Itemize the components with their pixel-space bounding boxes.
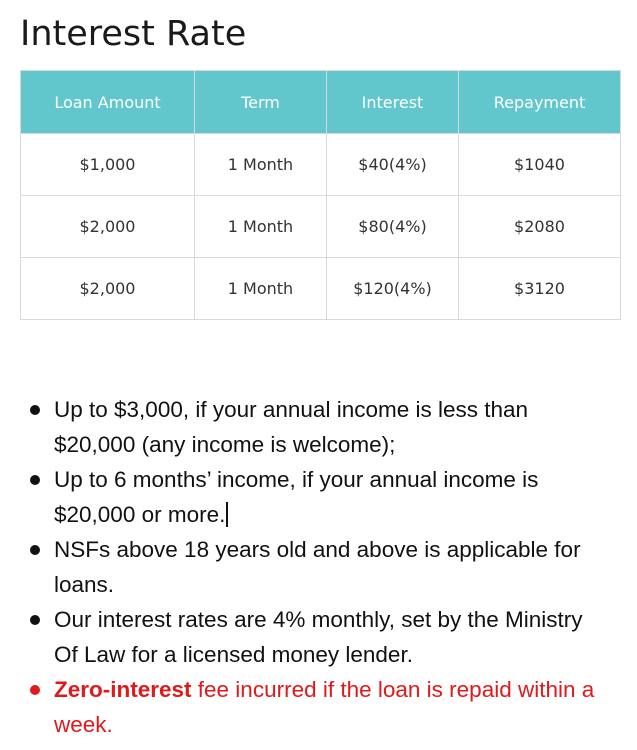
table-row	[21, 134, 621, 196]
cell-term: 1 Month	[195, 134, 327, 196]
cell-interest: $40(4%)	[327, 134, 459, 196]
cell-interest: $80(4%)	[327, 196, 459, 258]
cell-loan-amount: $2,000	[21, 258, 195, 320]
cell-repayment: $3120	[459, 258, 621, 320]
list-item-text: Our interest rates are 4% monthly, set by the Ministry Of Law for a licensed money lender.	[54, 607, 583, 667]
interest-rate-table	[20, 70, 621, 320]
cell-loan-amount: $1,000	[21, 134, 195, 196]
cell-loan-amount: $2,000	[21, 196, 195, 258]
table-header-row	[21, 71, 621, 134]
list-item	[29, 602, 609, 672]
list-item-highlight	[29, 672, 609, 742]
table-row	[21, 196, 621, 258]
header-loan-amount: Loan Amount	[21, 71, 195, 134]
header-repayment: Repayment	[459, 71, 621, 134]
list-item-text: NSFs above 18 years old and above is applicable for loans.	[54, 537, 581, 597]
text-cursor	[226, 502, 228, 527]
bullet-icon	[30, 685, 40, 695]
table-row	[21, 258, 621, 320]
list-item-text: Up to 6 months’ income, if your annual income is $20,000 or more.	[54, 467, 539, 527]
bullet-icon	[30, 545, 40, 555]
zero-interest-label: Zero-interest	[54, 677, 192, 702]
bullet-icon	[30, 615, 40, 625]
loan-info-list	[29, 392, 609, 742]
page-title: Interest Rate	[20, 14, 247, 54]
list-item[interactable]	[29, 462, 609, 532]
cell-interest: $120(4%)	[327, 258, 459, 320]
cell-repayment: $2080	[459, 196, 621, 258]
header-interest: Interest	[327, 71, 459, 134]
list-item	[29, 392, 609, 462]
cell-term: 1 Month	[195, 196, 327, 258]
list-item	[29, 532, 609, 602]
list-item-text: Up to $3,000, if your annual income is less than $20,000 (any income is welcome);	[54, 397, 529, 457]
bullet-icon	[30, 475, 40, 485]
cell-term: 1 Month	[195, 258, 327, 320]
bullet-icon	[30, 405, 40, 415]
cell-repayment: $1040	[459, 134, 621, 196]
header-term: Term	[195, 71, 327, 134]
list-item-text: fee incurred if the loan is repaid within a week.	[54, 677, 595, 737]
